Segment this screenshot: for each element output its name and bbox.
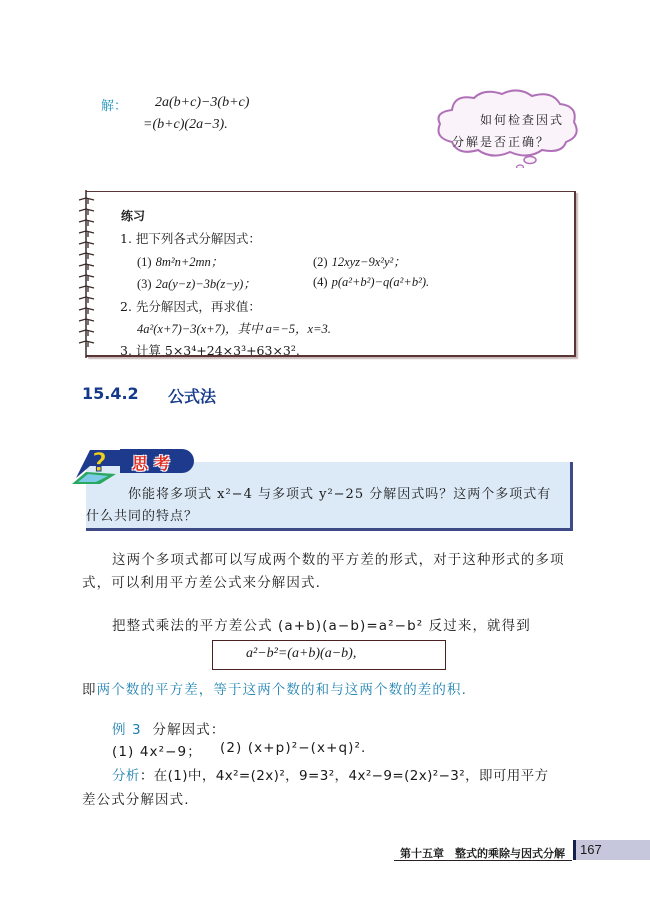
page-number: 167 xyxy=(580,842,602,857)
example-item1: (1) 4x²−9； xyxy=(112,744,202,760)
solution-line-1: 2a(b+c)−3(b+c) xyxy=(155,95,250,110)
think-text-line-1: 你能将多项式 x²−4 与多项式 y²−25 分解因式吗？这两个多项式有 xyxy=(128,487,552,502)
para1-line2: 式，可以利用平方差公式来分解因式. xyxy=(82,575,321,591)
section-number: 15.4.2 xyxy=(82,384,139,403)
solution-line-2: =(b+c)(2a−3). xyxy=(143,117,228,132)
practice-q1-item1: (1) 8m²n+2mn； xyxy=(137,255,224,269)
cloud-text-line-2: 分解是否正确？ xyxy=(452,135,551,149)
practice-q2-prompt: 2. 先分解因式，再求值： xyxy=(120,299,261,314)
difference-of-squares-formula: a²−b²=(a+b)(a−b), xyxy=(246,646,357,661)
section-title: 公式法 xyxy=(168,387,217,406)
practice-q1-item2: (2) 12xyz−9x²y²； xyxy=(313,255,406,269)
para2: 把整式乘法的平方差公式 (a+b)(a−b)=a²−b² 反过来，就得到 xyxy=(112,618,531,634)
svg-text:?: ? xyxy=(92,448,108,478)
question-mark-icon xyxy=(70,444,126,486)
example-analysis-line1: 分析：在(1)中，4x²=(2x)²，9=3²，4x²−9=(2x)²−3²，即可用平方 xyxy=(112,768,549,784)
solution-label: 解： xyxy=(101,99,128,114)
example-item2: (2) (x+p)²−(x+q)². xyxy=(220,740,367,756)
think-tab-label: 思考 xyxy=(132,454,177,473)
practice-q2-expr: 4a²(x+7)−3(x+7)，其中 a=−5，x=3. xyxy=(137,322,331,336)
practice-q3-prompt: 3. 计算 5×3⁴+24×3³+63×3². xyxy=(120,343,300,358)
cloud-icon xyxy=(432,88,582,168)
practice-q1-item3: (3) 2a(y−z)−3b(z−y)； xyxy=(137,277,256,291)
practice-title: 练习 xyxy=(121,209,146,223)
think-text-line-2: 什么共同的特点？ xyxy=(86,509,199,524)
para1-line1: 这两个多项式都可以写成两个数的平方差的形式，对于这种形式的多项 xyxy=(112,552,565,568)
cloud-text-line-1: 如何检查因式 xyxy=(480,113,565,127)
example-heading: 例 3 分解因式： xyxy=(112,722,226,738)
rule-statement: 即两个数的平方差，等于这两个数的和与这两个数的差的积. xyxy=(82,682,467,698)
practice-q1-item4: (4) p(a²+b²)−q(a²+b²). xyxy=(313,275,430,289)
practice-q1-prompt: 1. 把下列各式分解因式： xyxy=(120,231,261,246)
spiral-binding-icon xyxy=(76,190,104,358)
example-analysis-line2: 差公式分解因式. xyxy=(82,792,190,808)
footer-chapter: 第十五章 整式的乘除与因式分解 xyxy=(400,847,565,860)
footer-rule xyxy=(394,860,572,861)
